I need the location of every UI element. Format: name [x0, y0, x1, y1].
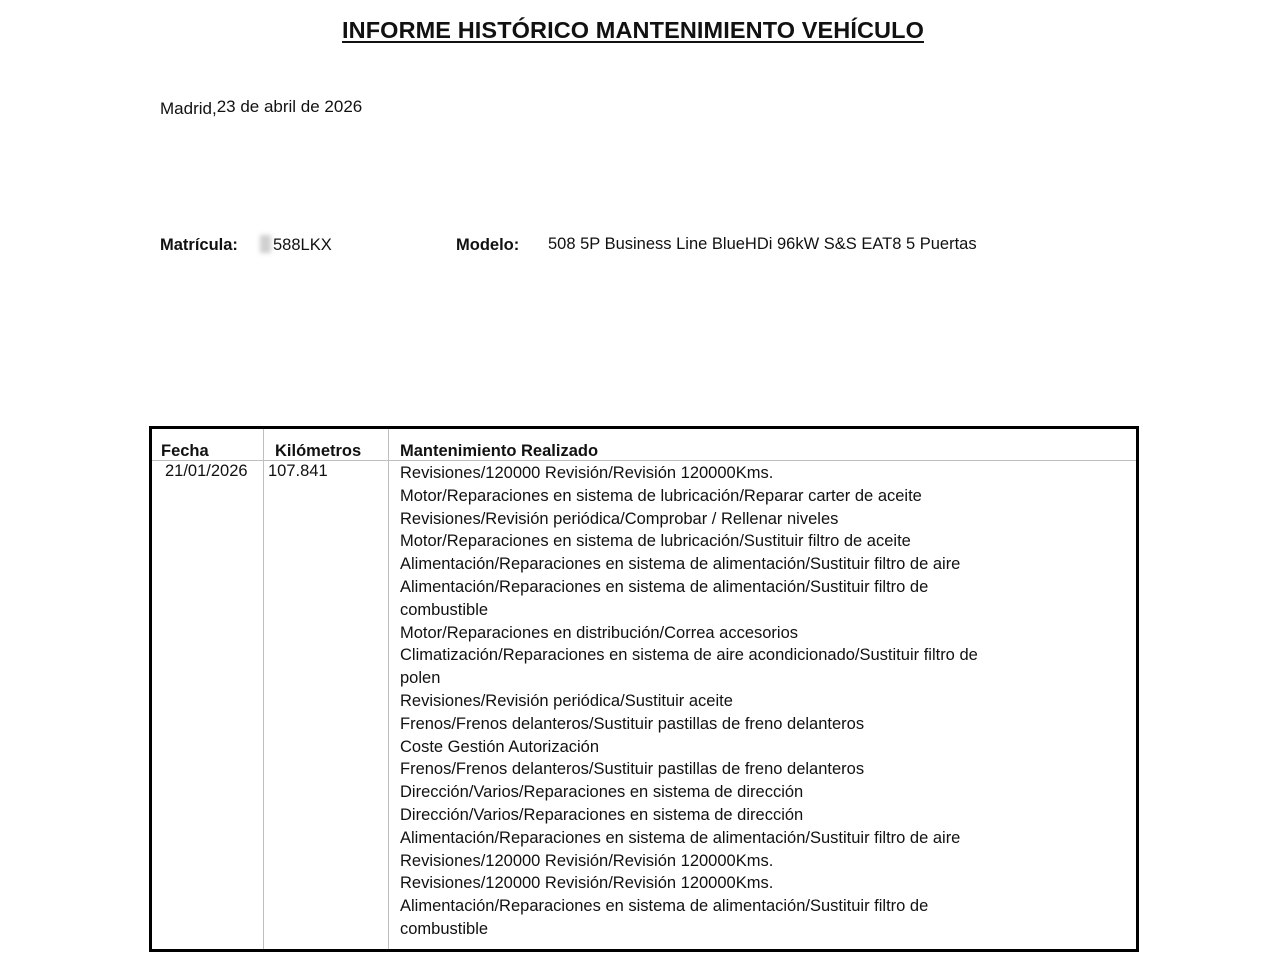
maintenance-line: polen	[400, 669, 441, 688]
maintenance-line: Motor/Reparaciones en sistema de lubricación/Reparar carter de aceite	[400, 486, 922, 505]
record-km: 107.841	[268, 462, 328, 480]
model-label: Modelo:	[456, 236, 520, 254]
maintenance-line: Frenos/Frenos delanteros/Sustituir pastillas de freno delanteros	[400, 760, 865, 779]
maintenance-lines	[400, 462, 978, 941]
maintenance-table	[149, 426, 1139, 952]
record-date: 21/01/2026	[165, 462, 248, 480]
maintenance-line: Motor/Reparaciones en sistema de lubricación/Sustituir filtro de aceite	[400, 532, 911, 551]
maintenance-line: Climatización/Reparaciones en sistema de aire acondicionado/Sustituir filtro de	[400, 646, 978, 665]
maintenance-line: Alimentación/Reparaciones en sistema de alimentación/Sustituir filtro de	[400, 897, 929, 916]
plate-value-field	[260, 235, 332, 255]
maintenance-line: Frenos/Frenos delanteros/Sustituir pastillas de freno delanteros	[400, 714, 865, 733]
maintenance-line: Coste Gestión Autorización	[400, 737, 600, 756]
maintenance-line: Dirección/Varios/Reparaciones en sistema de dirección	[400, 783, 804, 802]
maintenance-line: Revisiones/Revisión periódica/Comprobar / Rellenar niveles	[400, 509, 839, 528]
model-value: 508 5P Business Line BlueHDi 96kW S&S EAT8 5 Puertas	[548, 235, 977, 253]
maintenance-line: Alimentación/Reparaciones en sistema de alimentación/Sustituir filtro de aire	[400, 828, 961, 847]
column-header-maintenance: Mantenimiento Realizado	[400, 442, 599, 460]
maintenance-line: Revisiones/120000 Revisión/Revisión 120000Kms.	[400, 874, 774, 893]
place-and-date	[160, 97, 362, 117]
maintenance-line: Dirección/Varios/Reparaciones en sistema de dirección	[400, 805, 804, 824]
maintenance-line: Motor/Reparaciones en distribución/Correa accesorios	[400, 623, 799, 642]
maintenance-line: combustible	[400, 919, 489, 938]
maintenance-line: Alimentación/Reparaciones en sistema de alimentación/Sustituir filtro de	[400, 577, 929, 596]
plate-value: 588LKX	[273, 236, 332, 254]
column-header-date: Fecha	[161, 442, 209, 460]
column-header-km: Kilómetros	[275, 442, 362, 460]
maintenance-line: Alimentación/Reparaciones en sistema de alimentación/Sustituir filtro de aire	[400, 555, 961, 574]
maintenance-line: Revisiones/120000 Revisión/Revisión 120000Kms.	[400, 851, 774, 870]
report-title: INFORME HISTÓRICO MANTENIMIENTO VEHÍCULO	[342, 17, 924, 43]
column-divider	[263, 429, 264, 949]
column-divider	[388, 429, 389, 949]
redacted-plate-digit	[260, 235, 271, 253]
maintenance-line: Revisiones/120000 Revisión/Revisión 120000Kms.	[400, 464, 774, 482]
maintenance-line: combustible	[400, 600, 489, 619]
city: Madrid,	[160, 99, 217, 118]
report-date: 23 de abril de 2026	[216, 97, 363, 116]
maintenance-line: Revisiones/Revisión periódica/Sustituir aceite	[400, 691, 733, 710]
plate-label: Matrícula:	[160, 236, 238, 254]
